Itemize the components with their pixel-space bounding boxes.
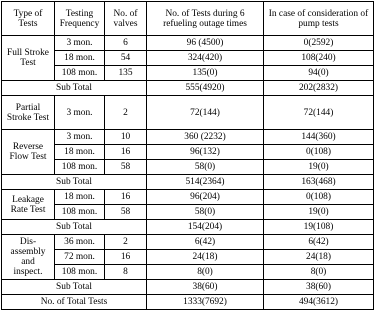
frequency-cell: 18 mon.	[55, 51, 105, 66]
header-valves: No. of valves	[105, 2, 147, 36]
tests-cell: 8(0)	[147, 265, 264, 280]
tests-cell: 72(144)	[147, 96, 264, 130]
test-type-cell: Leakage Rate Test	[2, 190, 55, 220]
valves-cell: 58	[105, 160, 147, 175]
frequency-cell: 108 mon.	[55, 66, 105, 81]
header-type: Type of Tests	[2, 2, 55, 36]
subtotal-pump: 38(60)	[264, 280, 374, 295]
subtotal-row	[2, 175, 374, 190]
subtotal-row	[2, 280, 374, 295]
frequency-cell: 108 mon.	[55, 265, 105, 280]
table-row	[2, 96, 374, 130]
valves-cell: 2	[105, 96, 147, 130]
header-tests: No. of Tests during 6 refueling outage times	[147, 2, 264, 36]
valves-cell: 135	[105, 66, 147, 81]
table-row	[2, 36, 374, 51]
total-tests: 1333(7692)	[147, 295, 264, 310]
table-row	[2, 51, 374, 66]
valves-cell: 58	[105, 205, 147, 220]
pump-cell: 94(0)	[264, 66, 374, 81]
tests-cell: 24(18)	[147, 250, 264, 265]
tests-cell: 96(204)	[147, 190, 264, 205]
test-type-cell: Full Stroke Test	[2, 36, 55, 81]
table-row	[2, 250, 374, 265]
tests-cell: 324(420)	[147, 51, 264, 66]
frequency-cell: 108 mon.	[55, 205, 105, 220]
test-type-cell: Dis-assembly and inspect.	[2, 235, 55, 280]
valves-cell: 16	[105, 250, 147, 265]
pump-cell: 8(0)	[264, 265, 374, 280]
tests-cell: 96(132)	[147, 145, 264, 160]
subtotal-tests: 514(2364)	[147, 175, 264, 190]
table-row	[2, 265, 374, 280]
tests-cell: 360 (2232)	[147, 130, 264, 145]
table-row	[2, 235, 374, 250]
tests-cell: 58(0)	[147, 160, 264, 175]
frequency-cell: 3 mon.	[55, 96, 105, 130]
pump-cell: 0(2592)	[264, 36, 374, 51]
pump-cell: 0(108)	[264, 190, 374, 205]
subtotal-pump: 163(468)	[264, 175, 374, 190]
valves-cell: 2	[105, 235, 147, 250]
header-frequency: Testing Frequency	[55, 2, 105, 36]
frequency-cell: 18 mon.	[55, 190, 105, 205]
subtotal-label: Sub Total	[2, 280, 147, 295]
valves-cell: 16	[105, 145, 147, 160]
frequency-cell: 108 mon.	[55, 160, 105, 175]
valves-cell: 8	[105, 265, 147, 280]
frequency-cell: 18 mon.	[55, 145, 105, 160]
subtotal-tests: 555(4920)	[147, 81, 264, 96]
subtotal-label: Sub Total	[2, 220, 147, 235]
pump-cell: 0(108)	[264, 145, 374, 160]
subtotal-tests: 154(204)	[147, 220, 264, 235]
subtotal-label: Sub Total	[2, 81, 147, 96]
pump-cell: 6(42)	[264, 235, 374, 250]
frequency-cell: 3 mon.	[55, 36, 105, 51]
test-type-cell: Reverse Flow Test	[2, 130, 55, 175]
valves-cell: 16	[105, 190, 147, 205]
pump-cell: 19(0)	[264, 160, 374, 175]
pump-cell: 144(360)	[264, 130, 374, 145]
frequency-cell: 3 mon.	[55, 130, 105, 145]
valves-cell: 10	[105, 130, 147, 145]
table-row	[2, 190, 374, 205]
valves-cell: 6	[105, 36, 147, 51]
table-row	[2, 130, 374, 145]
frequency-cell: 72 mon.	[55, 250, 105, 265]
pump-cell: 108(240)	[264, 51, 374, 66]
tests-cell: 135(0)	[147, 66, 264, 81]
frequency-cell: 36 mon.	[55, 235, 105, 250]
subtotal-pump: 202(2832)	[264, 81, 374, 96]
pump-cell: 72(144)	[264, 96, 374, 130]
valves-cell: 54	[105, 51, 147, 66]
test-summary-table	[1, 1, 374, 310]
subtotal-label: Sub Total	[2, 175, 147, 190]
header-row	[2, 2, 374, 36]
total-row	[2, 295, 374, 310]
tests-cell: 58(0)	[147, 205, 264, 220]
table-row	[2, 145, 374, 160]
table-row	[2, 160, 374, 175]
pump-cell: 24(18)	[264, 250, 374, 265]
test-type-cell: Partial Stroke Test	[2, 96, 55, 130]
total-label: No. of Total Tests	[2, 295, 147, 310]
total-pump: 494(3612)	[264, 295, 374, 310]
tests-cell: 6(42)	[147, 235, 264, 250]
subtotal-row	[2, 81, 374, 96]
pump-cell: 19(0)	[264, 205, 374, 220]
subtotal-pump: 19(108)	[264, 220, 374, 235]
table-row	[2, 66, 374, 81]
header-pump: In case of consideration of pump tests	[264, 2, 374, 36]
tests-cell: 96 (4500)	[147, 36, 264, 51]
subtotal-row	[2, 220, 374, 235]
table-row	[2, 205, 374, 220]
subtotal-tests: 38(60)	[147, 280, 264, 295]
